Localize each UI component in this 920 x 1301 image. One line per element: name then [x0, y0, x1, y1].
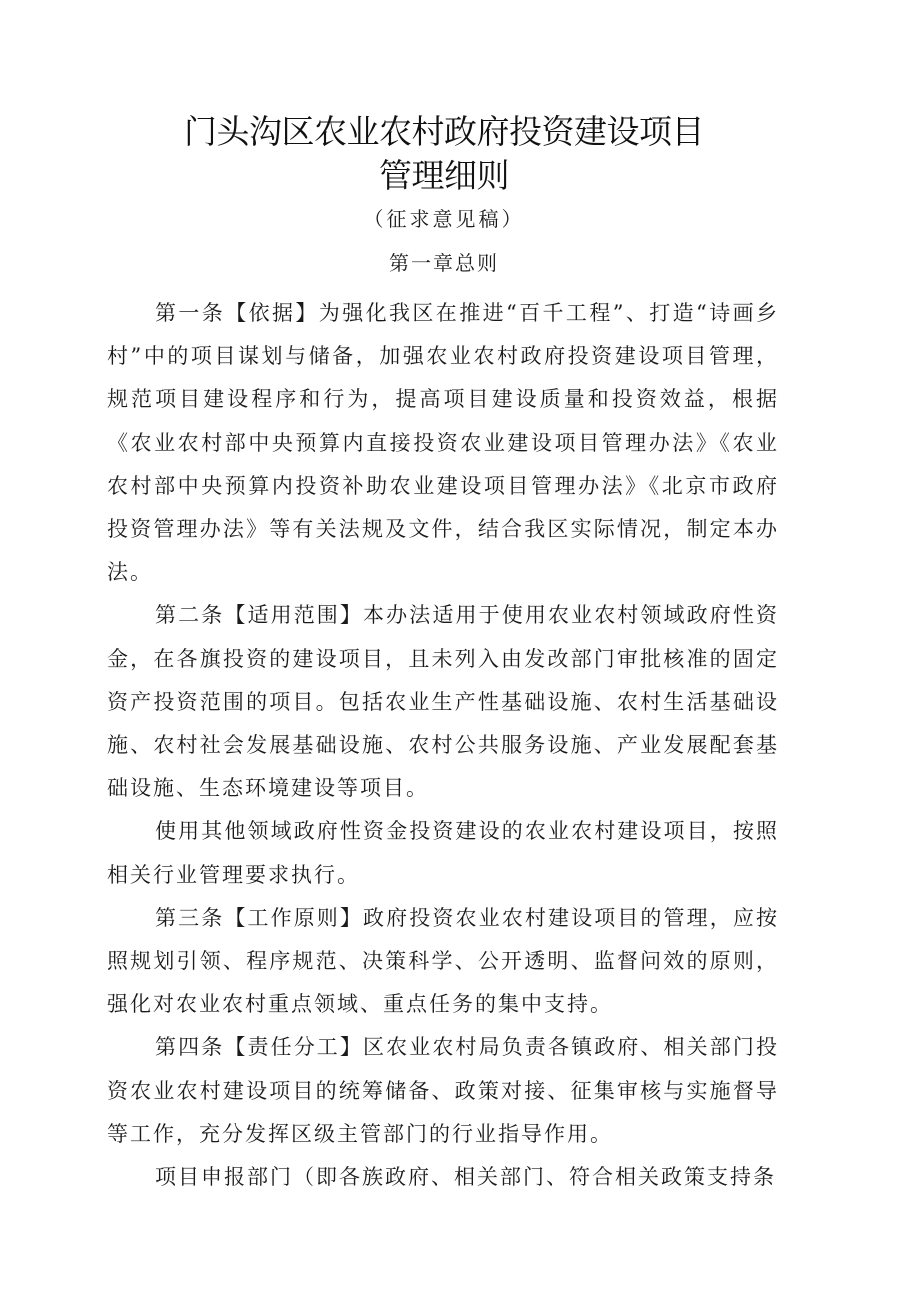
document-body	[107, 292, 779, 1199]
article-1-paragraph: 第一条【依据】为强化我区在推进“百千工程”、打造“诗画乡村”中的项目谋划与储备，加强农业农村政府投资建设项目管理，规范项目建设程序和行为，提高项目建设质量和投资效益，根据《农业农村部中央预算内直接投资农业建设项目管理办法》《农业农村部中央预算内投资补助农业建设项目管理办法》《北京市政府投资管理办法》等有关法规及文件，结合我区实际情况，制定本办法。	[107, 301, 779, 585]
article-2-supplement-paragraph: 使用其他领域政府性资金投资建设的农业农村建设项目，按照相关行业管理要求执行。	[107, 819, 779, 887]
article-4-continued-paragraph: 项目申报部门（即各族政府、相关部门、符合相关政策支持条	[155, 1165, 776, 1190]
document-subtitle: （征求意见稿）	[363, 207, 525, 231]
article-4-paragraph: 第四条【责任分工】区农业农村局负责各镇政府、相关部门投资农业农村建设项目的统筹储备、政策对接、征集审核与实施督导等工作，充分发挥区级主管部门的行业指导作用。	[107, 1035, 779, 1146]
document-title-line-1: 门头沟区农业农村政府投资建设项目	[184, 112, 704, 151]
article-3-paragraph: 第三条【工作原则】政府投资农业农村建设项目的管理，应按照规划引领、程序规范、决策科学、公开透明、监督问效的原则，强化对农业农村重点领域、重点任务的集中支持。	[107, 905, 779, 1017]
chapter-heading: 第一章总则	[389, 251, 499, 275]
article-2-paragraph: 第二条【适用范围】本办法适用于使用农业农村领域政府性资金，在各旗投资的建设项目，且未列入由发改部门审批核准的固定资产投资范围的项目。包括农业生产性基础设施、农村生活基础设施、农村社会发展基础设施、农村公共服务设施、产业发展配套基础设施、生态环境建设等项目。	[107, 603, 779, 801]
document-title-line-2: 管理细则	[379, 156, 509, 195]
